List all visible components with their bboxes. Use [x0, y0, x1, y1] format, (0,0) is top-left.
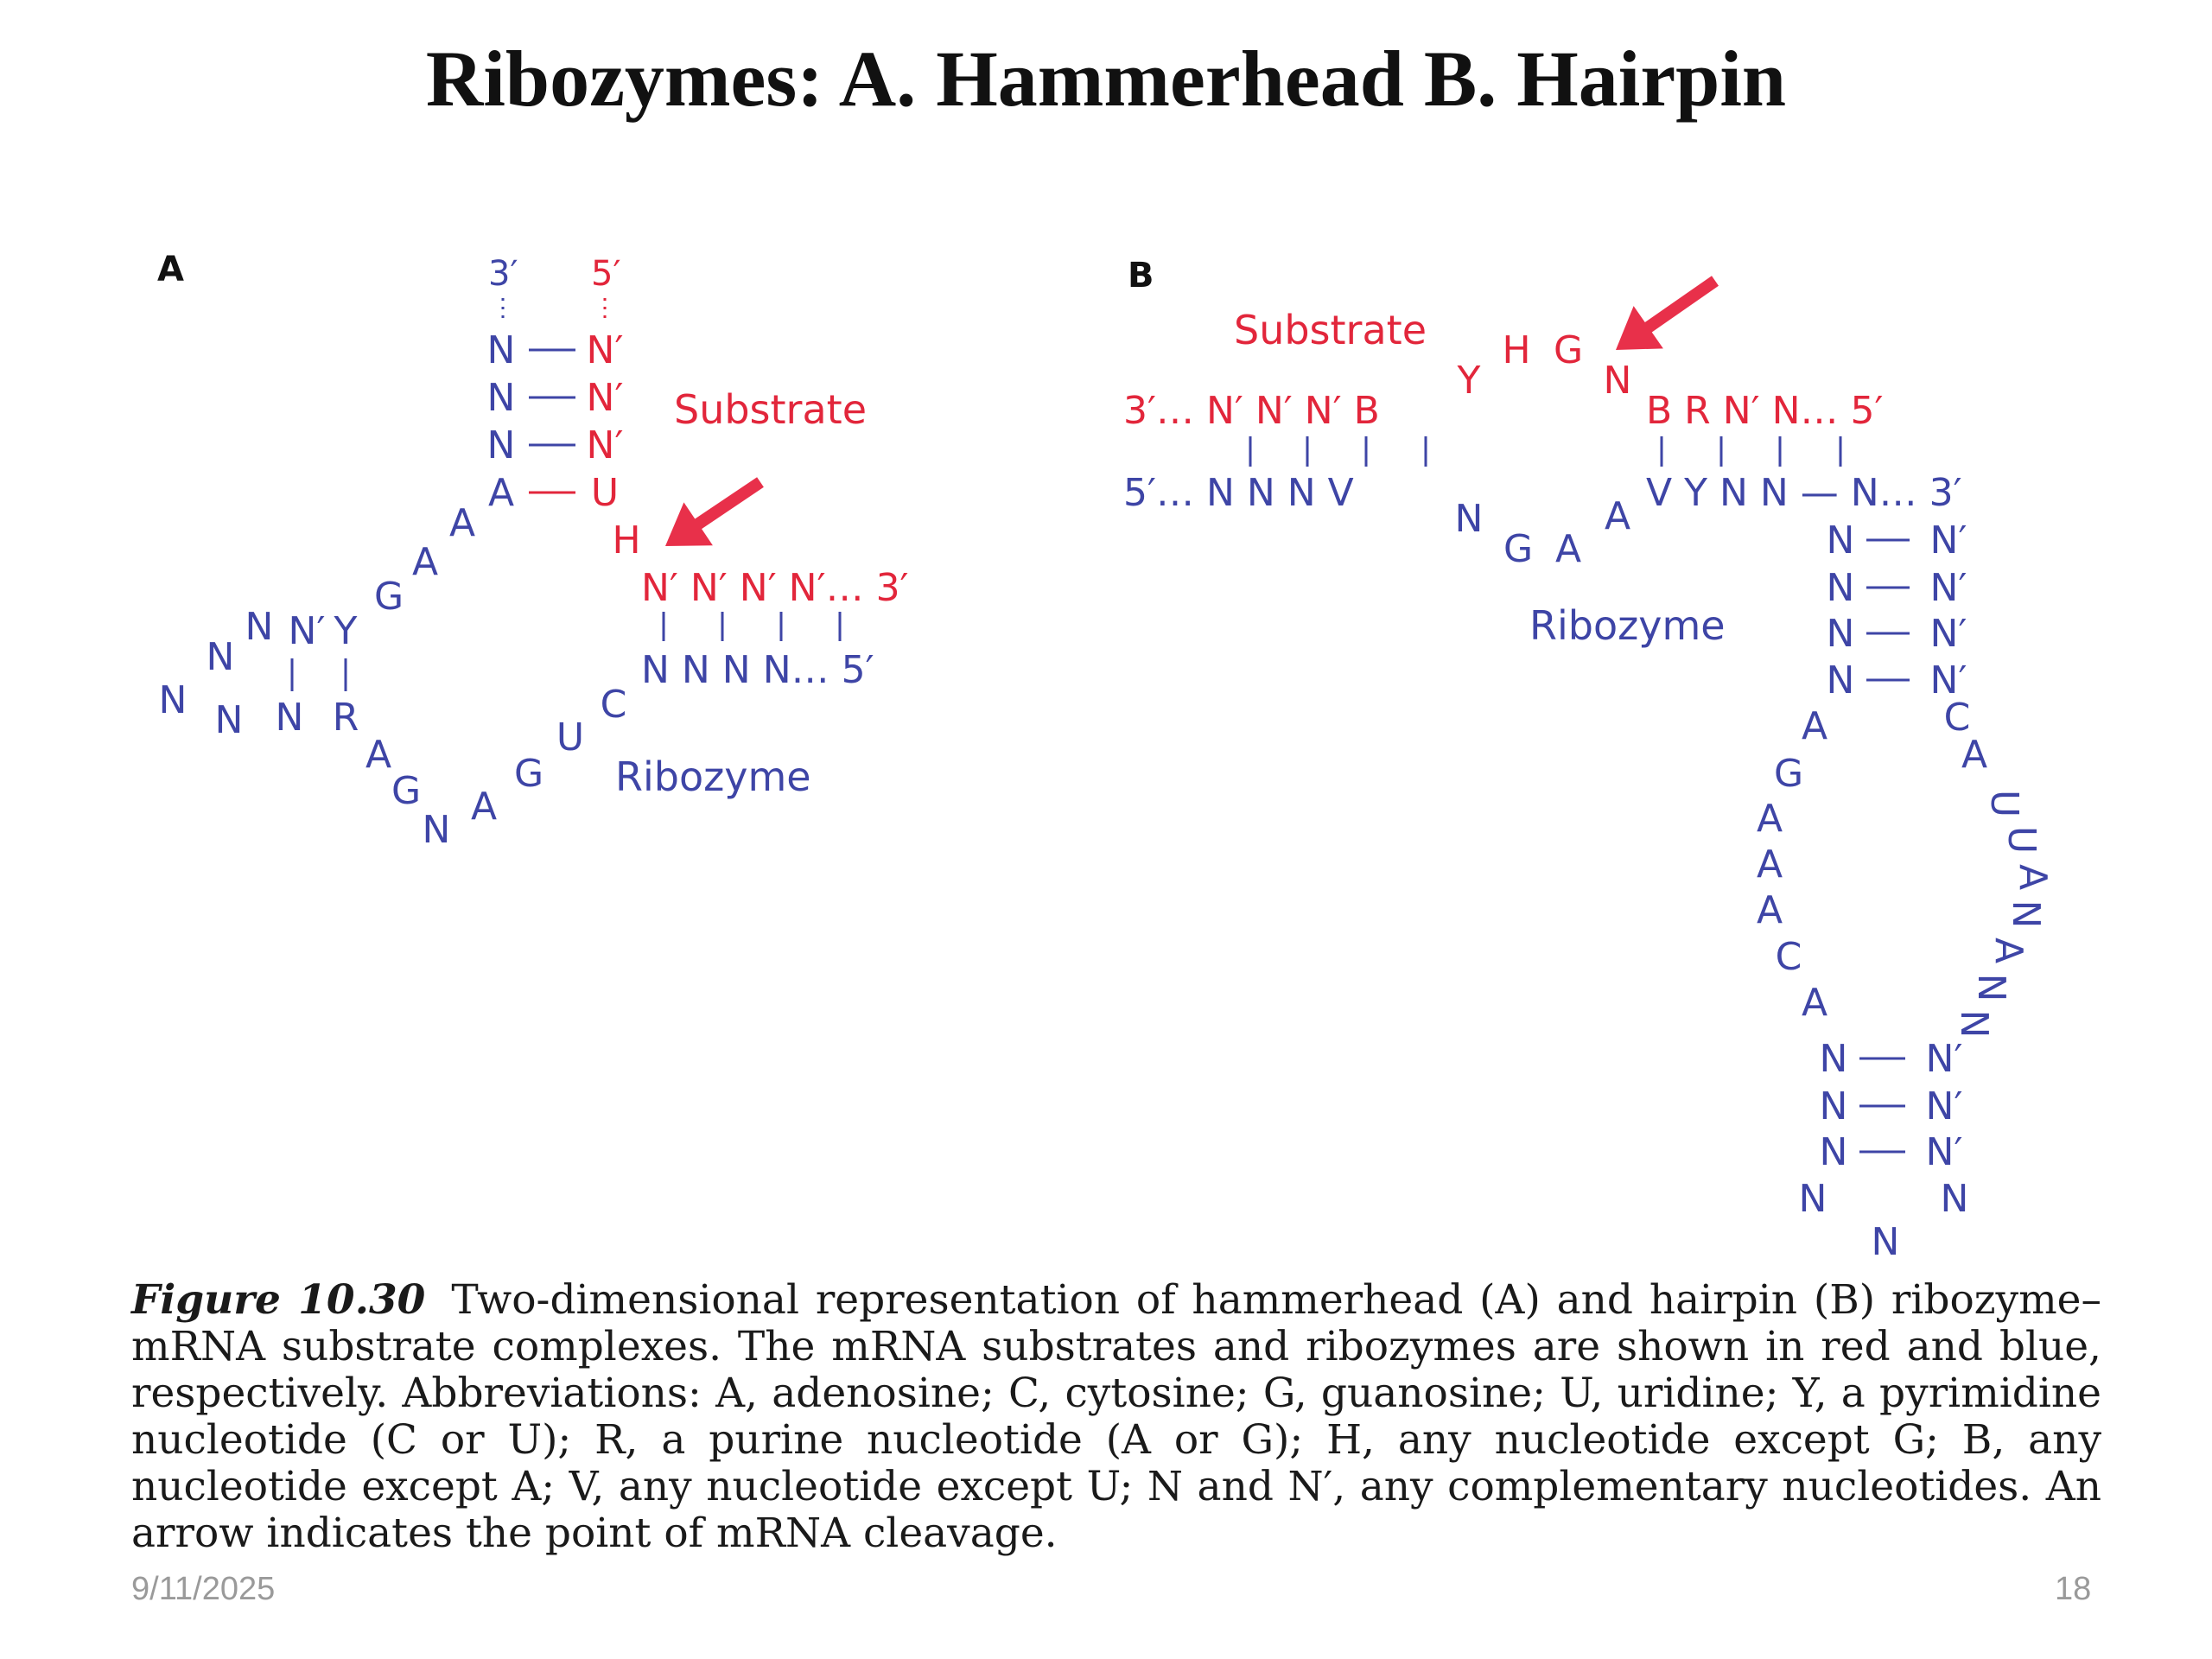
three-prime-end: 3′	[488, 254, 518, 294]
stem-nucleotide-ribozyme: N	[486, 423, 516, 467]
core-nucleotide: N	[206, 635, 235, 679]
core-nucleotide: N	[275, 696, 304, 740]
stem-nucleotide-right: N′	[1929, 566, 1967, 610]
substrate-loop-nucleotide: N	[1603, 359, 1632, 403]
tail-nucleotide: N	[1940, 1177, 1969, 1221]
loop-nucleotide-right: N	[1952, 1009, 1996, 1039]
five-prime-end: 5′	[591, 254, 621, 294]
core-nucleotide: N′	[288, 609, 326, 653]
loop-nucleotide-right: A	[1986, 937, 2031, 964]
stem-nucleotide-ribozyme: N	[486, 328, 516, 372]
stem-nucleotide-left: N	[1826, 566, 1855, 610]
substrate-loop-nucleotide: H	[1502, 328, 1531, 372]
core-nucleotide: U	[556, 715, 585, 760]
core-nucleotide: N	[422, 808, 451, 852]
panel-label-b: B	[1128, 256, 1154, 296]
figure-number: Figure 10.30	[131, 1276, 426, 1324]
loop-nucleotide-right: N	[2004, 899, 2048, 929]
cleavage-site-nucleotide: H	[612, 518, 641, 563]
loop-nucleotide-right: U	[1999, 825, 2044, 855]
lower-stem-nucleotide-left: N	[1819, 1037, 1848, 1081]
core-nucleotide: Y	[334, 609, 358, 653]
loop-nucleotide-left: A	[1756, 888, 1783, 932]
lower-stem-nucleotide-left: N	[1819, 1130, 1848, 1174]
loop-nucleotide-right: U	[1982, 789, 2026, 818]
loop-nucleotide-left: G	[1773, 752, 1804, 796]
substrate-label: Substrate	[1234, 307, 1427, 353]
core-nucleotide: G	[373, 575, 404, 619]
ribozyme-label: Ribozyme	[615, 753, 811, 800]
core-nucleotide: N	[158, 678, 188, 722]
tail-nucleotide: N	[1798, 1177, 1827, 1221]
core-nucleotide: A	[448, 501, 476, 545]
loop-nucleotide-left: A	[1756, 842, 1783, 887]
ribozyme-loop-nucleotide: A	[1604, 494, 1631, 538]
loop-nucleotide-left: A	[1801, 981, 1828, 1025]
loop-nucleotide-right: A	[1961, 733, 1988, 777]
stem-nucleotide-substrate: U	[590, 471, 620, 515]
lower-stem-nucleotide-left: N	[1819, 1084, 1848, 1128]
panel-label-a: A	[157, 250, 184, 289]
caption-text: Two-dimensional representation of hammerhead (A) and hairpin (B) ribozyme–mRNA substrate complexes. The mRNA substrates and ribozymes are shown in red and blue, respectively. Abbreviations: A, adenosine; C, cytosine; G, guanosine; U, uridine; Y, a pyrimidine nucleotide (C or U); R, a purine nucleotide (A or G); H, any nucleotide except G; B, any nucleotide except A; V, any nucleotide except U; N and N′, any complementary nucleotides. An arrow indicates the point of mRNA cleavage.	[131, 1276, 2101, 1557]
right-arm-ribozyme: N N N N… 5′	[641, 648, 874, 692]
ribozyme-label: Ribozyme	[1529, 602, 1726, 649]
stem-nucleotide-ribozyme: N	[486, 376, 516, 420]
core-nucleotide: A	[470, 785, 498, 829]
ribozyme-loop-nucleotide: N	[1454, 497, 1484, 541]
loop-nucleotide-left: C	[1775, 935, 1802, 979]
stem-nucleotide-left: N	[1826, 658, 1855, 702]
ribozyme-loop-nucleotide: A	[1554, 527, 1582, 571]
loop-nucleotide-right: A	[2011, 863, 2055, 891]
lower-stem-nucleotide-right: N′	[1925, 1130, 1963, 1174]
stem-nucleotide-right: N′	[1929, 612, 1967, 656]
stem-nucleotide-left: N	[1826, 612, 1855, 656]
tail-nucleotide: N	[1871, 1220, 1900, 1264]
stem-nucleotide-ribozyme: A	[487, 471, 515, 515]
right-arm-ribozyme: V Y N N — N… 3′	[1646, 471, 1962, 515]
right-arm-substrate: N′ N′ N′ N′… 3′	[641, 566, 909, 610]
lower-stem-nucleotide-right: N′	[1925, 1084, 1963, 1128]
core-nucleotide: A	[411, 540, 439, 584]
lower-stem-nucleotide-right: N′	[1925, 1037, 1963, 1081]
loop-nucleotide-left: A	[1801, 704, 1828, 748]
stem-nucleotide-left: N	[1826, 518, 1855, 563]
loop-nucleotide-left: A	[1756, 797, 1783, 841]
substrate-loop-nucleotide: G	[1553, 328, 1584, 372]
core-nucleotide: R	[332, 696, 359, 740]
core-nucleotide: G	[513, 752, 544, 796]
cleavage-arrow	[1616, 276, 1719, 350]
stem-nucleotide-substrate: N′	[586, 376, 624, 420]
stem-nucleotide-right: N′	[1929, 658, 1967, 702]
loop-nucleotide-right: N	[1969, 973, 2013, 1002]
left-arm-substrate: 3′… N′ N′ N′ B	[1123, 389, 1380, 433]
core-nucleotide: G	[391, 769, 422, 813]
core-nucleotide: N	[214, 698, 244, 742]
substrate-label: Substrate	[674, 386, 867, 433]
slide-number: 18	[2055, 1571, 2092, 1607]
stem-nucleotide-substrate: N′	[586, 328, 624, 372]
substrate-loop-nucleotide: Y	[1457, 359, 1481, 403]
footer-date: 9/11/2025	[131, 1571, 276, 1607]
figure-caption	[131, 1277, 2101, 1557]
right-arm-substrate: B R N′ N… 5′	[1646, 389, 1884, 433]
core-nucleotide: A	[365, 733, 392, 777]
left-arm-ribozyme: 5′… N N N V	[1123, 471, 1354, 515]
hairpin-panel	[1123, 256, 2055, 1264]
loop-nucleotide-right: C	[1943, 696, 1971, 740]
hammerhead-panel	[157, 250, 909, 852]
ribozyme-loop-nucleotide: G	[1503, 527, 1534, 571]
cleavage-arrow	[665, 477, 764, 546]
core-nucleotide: C	[600, 683, 627, 727]
stem-nucleotide-right: N′	[1929, 518, 1967, 563]
stem-nucleotide-substrate: N′	[586, 423, 624, 467]
core-nucleotide: N	[245, 605, 274, 649]
slide-title: Ribozymes: A. Hammerhead B. Hairpin	[425, 35, 1787, 123]
